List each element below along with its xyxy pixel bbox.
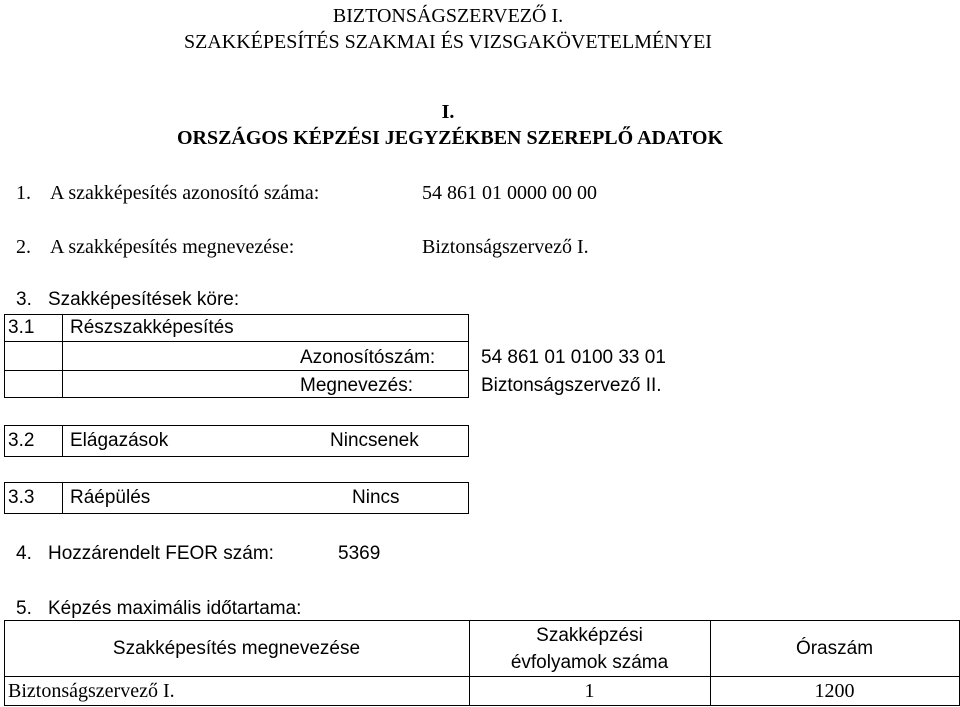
item1-label: A szakképesítés azonosító száma:: [50, 182, 320, 204]
section-number: I.: [441, 101, 455, 123]
item1-value: 54 861 01 0000 00 00: [422, 182, 597, 204]
row-hours: 1200: [814, 680, 855, 702]
branches-value: Nincsenek: [330, 430, 419, 451]
item3-number: 3.: [16, 289, 32, 310]
item2-number: 2.: [16, 236, 31, 258]
section-title: ORSZÁGOS KÉPZÉSI JEGYZÉKBEN SZEREPLŐ ADATOK: [176, 127, 724, 149]
partial-name-label: Megnevezés:: [300, 375, 414, 396]
partial-id-label: Azonosítószám:: [300, 347, 436, 368]
duration-label: Képzés maximális időtartama:: [48, 598, 302, 619]
duration-number: 5.: [16, 598, 32, 619]
buildon-number: 3.3: [8, 487, 35, 508]
row-name: Biztonságszervező I.: [8, 680, 175, 702]
item2-label: A szakképesítés megnevezése:: [50, 236, 295, 258]
buildon-value: Nincs: [352, 487, 400, 508]
item1-number: 1.: [16, 182, 31, 204]
partial-id-value: 54 861 01 0100 33 01: [481, 347, 666, 368]
feor-number: 4.: [16, 543, 32, 564]
doc-title-line2: SZAKKÉPESÍTÉS SZAKMAI ÉS VIZSGAKÖVETELMÉNYEI: [184, 31, 712, 53]
col-header-years-line1: Szakképzési: [536, 625, 643, 646]
branches-number: 3.2: [8, 430, 35, 451]
feor-label: Hozzárendelt FEOR szám:: [48, 543, 274, 564]
partial-label: Részszakképesítés: [70, 317, 234, 338]
item3-label: Szakképesítések köre:: [48, 289, 240, 310]
feor-value: 5369: [338, 543, 381, 564]
partial-name-value: Biztonságszervező II.: [481, 375, 662, 396]
row-years: 1: [584, 680, 595, 702]
col-header-hours: Óraszám: [795, 638, 874, 659]
item2-value: Biztonságszervező I.: [422, 236, 589, 258]
col-header-name: Szakképesítés megnevezése: [112, 638, 361, 659]
col-header-years-line2: évfolyamok száma: [510, 652, 669, 673]
buildon-label: Ráépülés: [70, 487, 151, 508]
doc-title-line1: BIZTONSÁGSZERVEZŐ I.: [332, 5, 564, 27]
partial-number: 3.1: [8, 317, 35, 338]
branches-label: Elágazások: [70, 430, 169, 451]
